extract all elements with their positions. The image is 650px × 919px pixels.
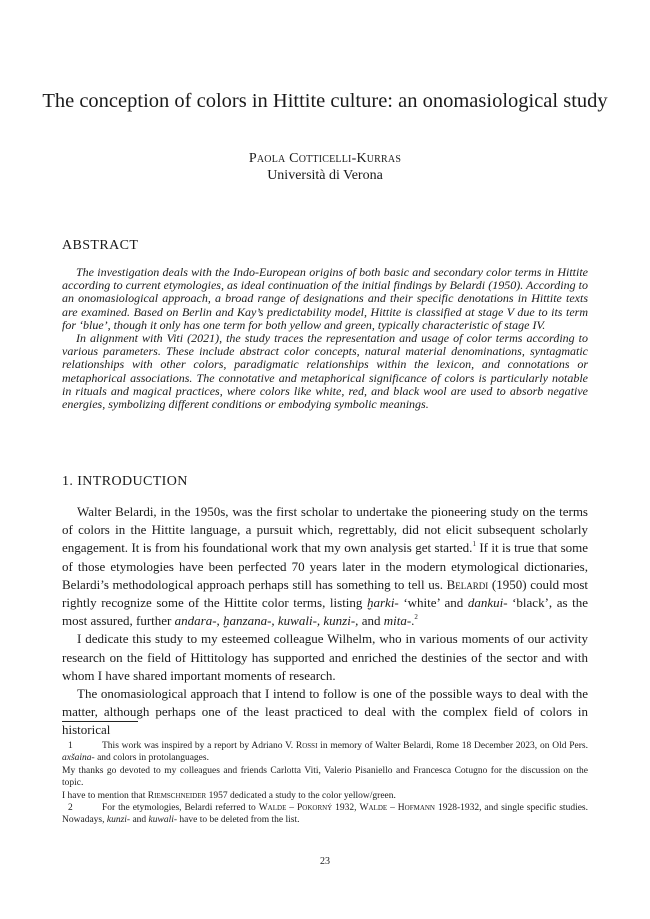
- footnote-1: 1 This work was inspired by a report by Adriano V. Rossi in memory of Walter Belardi, Rome 18 December 2023, on Old Pers. axšaina- and colors in protolanguages.: [62, 741, 588, 764]
- paper-title: The conception of colors in Hittite culture: an onomasiological study: [42, 90, 608, 112]
- author-name: Paola Cotticelli-Kurras: [248, 151, 402, 166]
- body-paragraph: The onomasiological approach that I intend to follow is one of the possible ways to deal with the matter, although perhaps one of the least practiced to deal with the complex field of colors in historical: [62, 686, 588, 738]
- hittite-term: dankui-: [467, 595, 508, 611]
- hittite-term: andara-, ḫanzana-, kuwali-, kunzi-,: [174, 613, 359, 629]
- footnote-2: 2 For the etymologies, Belardi referred to Walde – Pokorný 1932, Walde – Hofmann 1928-1932, and single specific studies. Nowadays, kunzi- and kuwali- have to be deleted from the list.: [62, 803, 588, 826]
- footnote-number: 1: [68, 741, 73, 751]
- footnote-number: 2: [68, 803, 73, 814]
- footnote-riemschneider: I have to mention that Riemschneider 1957 dedicated a study to the color yellow/green.: [62, 790, 396, 801]
- abstract-heading: ABSTRACT: [62, 238, 139, 253]
- footnote-ref-2[interactable]: 2: [414, 613, 418, 622]
- footnote-ref-1[interactable]: 1: [472, 540, 476, 549]
- abstract-body: [62, 266, 588, 411]
- body-paragraph: Walter Belardi, in the 1950s, was the first scholar to undertake the pioneering study on the terms of colors in the Hittite language, a pursuit which, regrettably, did not elicit subsequent scholarly engagement. It is from his foundational work that my own analysis get started.$^1$ If it is true that some of those etymologies have been perfected 70 years later in the modern etymological dictionaries, Belardi’s methodological approach perhaps still has something to tell us. Belardi (1950) could most rightly recognize some of the Hittite color terms, listing ḫarki- ‘white’ and dankui- ‘black’, as the most assured, further andara-, ḫanzana-, kuwali-, kunzi-, and mita-.$^2$: [62, 504, 589, 629]
- author-affiliation: Università di Verona: [267, 168, 383, 183]
- citation-belardi: Belardi: [446, 576, 489, 592]
- abstract-paragraph: The investigation deals with the Indo-European origins of both basic and secondary color terms in Hittite according to current etymologies, as ideal continuation of the initial findings by Belardi (1950). According to an onomasiological approach, a broad range of designations and their specific denotations in Hittite texts are examined. Based on Berlin and Kay’s predictability model, Hittite is classified at stage V due to its term for ‘blue’, though it only has one term for both yellow and green, typically characteristic of stage IV.: [62, 265, 588, 332]
- hittite-term: ḫarki-: [366, 595, 399, 611]
- abstract-paragraph: In alignment with Viti (2021), the study traces the representation and usage of color terms according to various parameters. These include abstract color concepts, natural material denominations, syntagmatic relationships with other colors, paradigmatic relationships within the lexicon, and connotations or metaphorical associations. The connotative and metaphorical significance of colors is particularly notable in rituals and magical practices, where colors like white, red, and black wool are used to absorb negative energies, symbolizing different conditions or embodying symbolic meanings.: [62, 331, 588, 412]
- footnote-thanks: My thanks go devoted to my colleagues and friends Carlotta Viti, Valerio Pisaniello and Francesca Cotugno for the discussion on the topic.: [62, 765, 588, 789]
- introduction-body: [62, 503, 588, 740]
- body-paragraph: I dedicate this study to my esteemed colleague Wilhelm, who in various moments of our activity research on the field of Hittitology has supported and enriched the destinies of the sector and with whom I have shared important moments of research.: [62, 631, 588, 683]
- hittite-term: mita-: [383, 613, 412, 629]
- footnote-separator: [62, 721, 138, 722]
- footnotes: [62, 740, 588, 827]
- page-number: 23: [320, 856, 330, 867]
- introduction-heading: 1. INTRODUCTION: [62, 474, 188, 489]
